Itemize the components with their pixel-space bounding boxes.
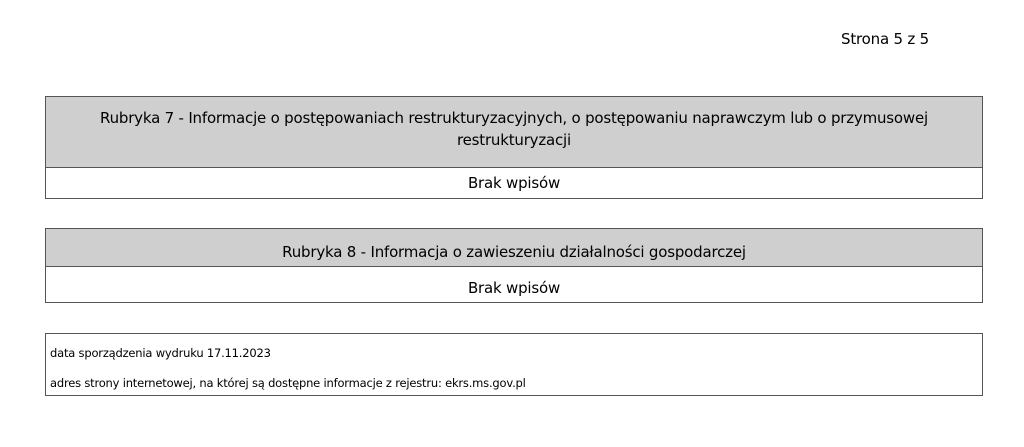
print-date: data sporządzenia wydruku 17.11.2023 (50, 346, 271, 360)
section-rubryka-7 (45, 96, 983, 199)
section-title: Rubryka 7 - Informacje o postępowaniach restrukturyzacyjnych, o postępowaniu naprawczym lub o przymusowej restrukturyzacji (46, 97, 982, 168)
section-rubryka-8 (45, 228, 983, 303)
section-content: Brak wpisów (46, 267, 982, 302)
registry-website: adres strony internetowej, na której są dostępne informacje z rejestru: ekrs.ms.gov.pl (50, 376, 526, 390)
footer-box (45, 333, 983, 396)
section-content: Brak wpisów (46, 168, 982, 198)
section-title: Rubryka 8 - Informacja o zawieszeniu działalności gospodarczej (46, 229, 982, 267)
page-number: Strona 5 z 5 (841, 30, 929, 48)
